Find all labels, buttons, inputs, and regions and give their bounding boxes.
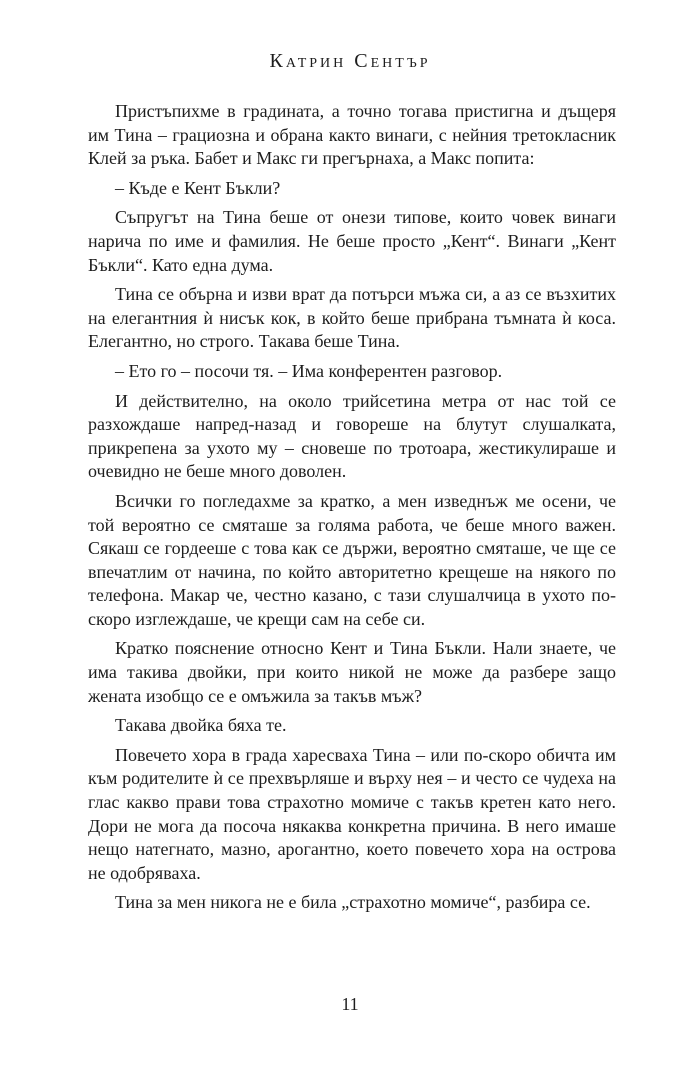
paragraph: Тина се обърна и изви врат да потърси мъжа си, а аз се възхитих на елегантния ѝ нисък кок, в който беше прибрана тъмната ѝ коса. Елегантно, но строго. Такава беше Тина. — [88, 284, 616, 352]
paragraph: Всички го погледахме за кратко, а мен изведнъж ме осени, че той вероятно се смяташе за голяма работа, че беше много важен. Сякаш се гордееше с това как се държи, вероятно смяташе, че ще се впечатлим от начина, по който авторитетно крещеше на някого по телефона. Макар че, честно казано, с тази слушалчица в ухото по-скоро изглеждаше, че крещи сам на себе си. — [88, 490, 616, 629]
paragraph: Повечето хора в града харесваха Тина – или по-скоро обичта им към родителите ѝ се прехвърляше и върху нея – и често се чудеха на глас какво прави това страхотно момиче с такъв кретен като него. Дори не мога да посоча някаква конкретна причина. В него имаше нещо натегнато, мазно, арогантно, което повечето хора на острова не одобряваха. — [88, 744, 616, 883]
paragraph: Такава двойка бяха те. — [115, 715, 287, 736]
paragraph: Пристъпихме в градината, а точно тогава пристигна и дъщеря им Тина – грациозна и обрана както винаги, с нейния третокласник Клей за ръка. Бабет и Макс ги прегърнаха, а Макс попита: — [88, 101, 616, 169]
body-text — [88, 100, 616, 921]
page-number: 11 — [341, 994, 359, 1014]
paragraph: Съпругът на Тина беше от онези типове, които човек винаги нарича по име и фамилия. Не беше просто „Кент“. Винаги „Кент Бъкли“. Като една дума. — [88, 207, 616, 275]
paragraph: И действително, на около трийсетина метра от нас той се разхождаше напред-назад и говореше на блутут слушалката, прикрепена за ухото му – сновеше по тротоара, жестикулираше и очевидно не беше много доволен. — [88, 390, 616, 482]
running-head-author: Катрин Сентър — [269, 50, 431, 72]
paragraph: – Ето го – посочи тя. – Има конферентен разговор. — [115, 360, 503, 381]
paragraph: Кратко пояснение относно Кент и Тина Бъкли. Нали знаете, че има такива двойки, при които никой не може да разбере защо жената изобщо се е омъжила за такъв мъж? — [88, 638, 616, 706]
paragraph: Тина за мен никога не е била „страхотно момиче“, разбира се. — [115, 892, 591, 913]
paragraph: – Къде е Кент Бъкли? — [115, 177, 281, 198]
